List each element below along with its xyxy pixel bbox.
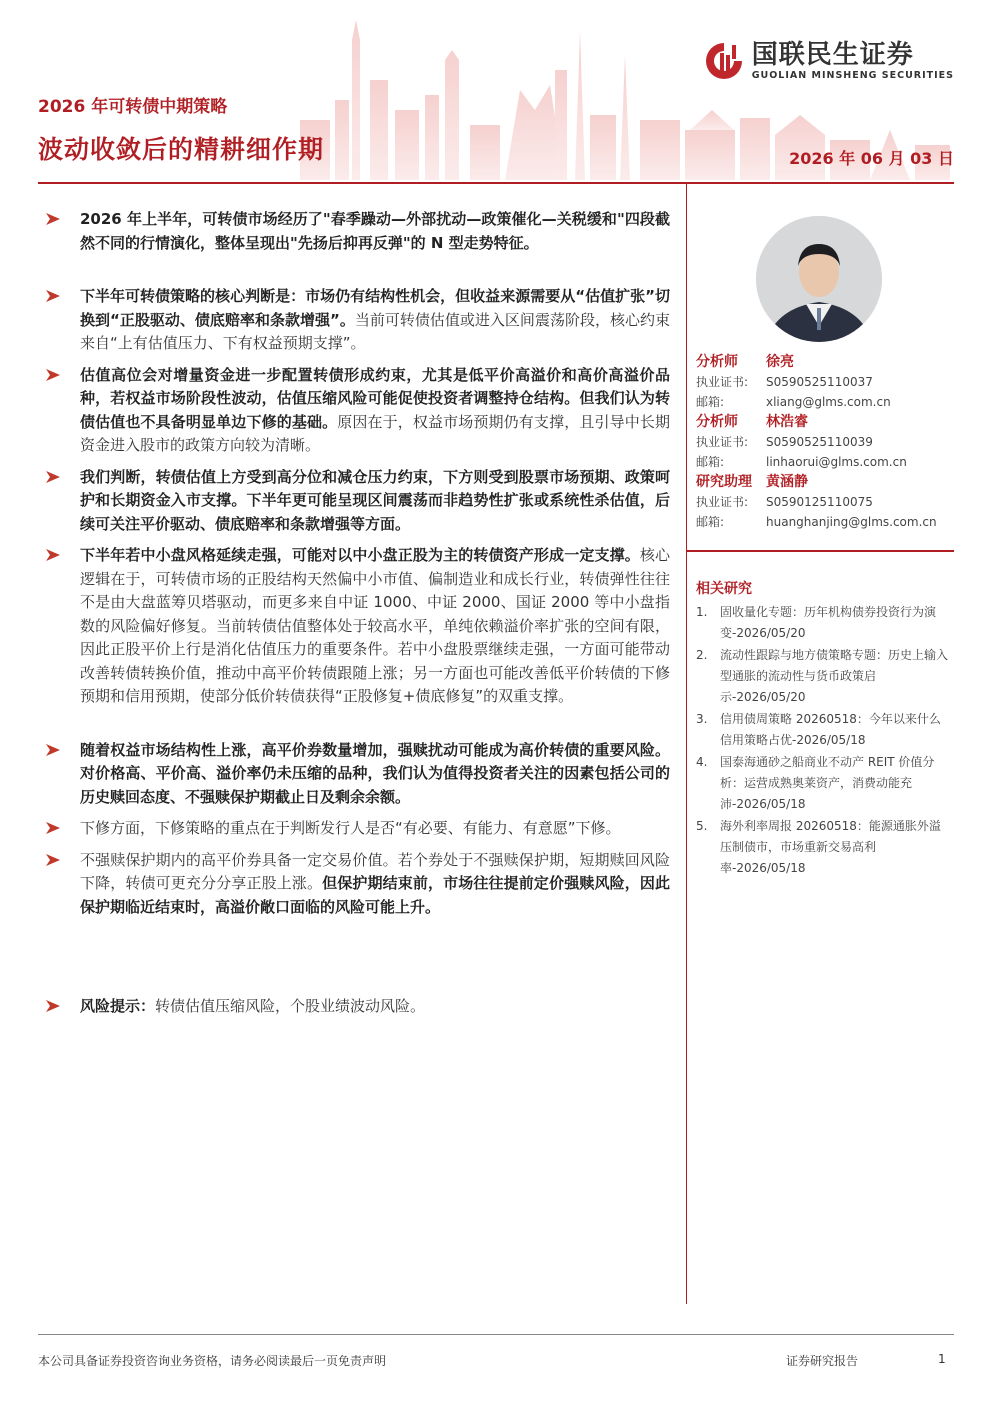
- analyst-field-label: 邮箱:: [696, 515, 725, 529]
- summary-paragraph: [44, 849, 670, 920]
- analyst-row: [696, 392, 952, 412]
- related-item-title: 流动性跟踪与地方债策略专题：历史上输入型通胀的流动性与货币政策启示-2026/05/20: [720, 648, 949, 704]
- arrow-bullet-icon: [46, 999, 60, 1013]
- text-segment: 估值高位会对增量资金进一步配置转债形成约束，尤其是低平价高溢价和高价高溢价品种，若权益市场阶段性波动，估值压缩风险可能促使投资者调整持仓结构。但我们认为转债估值也不具备明显单边下修的基础。: [80, 365, 670, 431]
- arrow-bullet-icon: [46, 548, 60, 562]
- summary-paragraph: [44, 285, 670, 356]
- analyst-field-value[interactable]: huanghanjing@glms.com.cn: [766, 515, 937, 529]
- arrow-bullet-icon: [46, 212, 60, 226]
- related-item[interactable]: [696, 709, 952, 751]
- text-segment: 核心逻辑在于，可转债市场的正股结构天然偏中小市值、偏制造业和成长行业，转债弹性往往不是由大盘蓝筹贝塔驱动，而更多来自中证 1000、中证 2000、国证 2000 等中小盘指数的风险偏好修复。当前转债估值整体处于较高水平，单纯依赖溢价率扩张的空间有限，因此正股平价上行是消化估值压力的重要条件。若中小盘股票继续走强，一方面可能带动改善转债转换价值，推动中高平价转债跟随上涨；另一方面也可能改善低平价转债的下修预期和信用预期，使部分低价转债获得“正股修复+债底修复”的双重支撑。: [80, 546, 670, 705]
- related-item-title: 国泰海通砂之船商业不动产 REIT 价值分析：运营成熟奥莱资产，消费动能充沛-2026/05/18: [720, 755, 935, 811]
- related-item[interactable]: [696, 816, 952, 879]
- report-date: 2026 年 06 月 03 日: [789, 149, 954, 168]
- arrow-bullet-icon: [46, 289, 60, 303]
- analyst-list: [696, 352, 952, 532]
- brand-name-cn: 国联民生证券: [751, 40, 914, 70]
- summary-paragraph: [44, 466, 670, 537]
- analyst-field-label: 分析师: [696, 414, 738, 430]
- related-item-title: 信用债周策略 20260518：今年以来什么信用策略占优-2026/05/18: [720, 712, 941, 747]
- report-title: 波动收敛后的精耕细作期: [38, 135, 325, 164]
- footer-divider: [38, 1334, 954, 1335]
- page-number: 1: [938, 1352, 946, 1366]
- related-item-title: 海外利率周报 20260518：能源通胀外溢压制债市，市场重新交易高利率-2026/05/18: [720, 819, 941, 875]
- footer-disclaimer: 本公司具备证券投资咨询业务资格，请务必阅读最后一页免责声明: [38, 1354, 387, 1368]
- text-segment: 我们判断，转债估值上方受到高分位和减仓压力约束，下方则受到股票市场预期、政策呵护和长期资金入市支撑。下半年更可能呈现区间震荡而非趋势性扩张或系统性杀估值，后续可关注平价驱动、债底赔率和条款增强等方面。: [80, 467, 670, 533]
- analyst-field-label: 邮箱:: [696, 455, 725, 469]
- analyst-row: [696, 452, 952, 472]
- brand-logo: [704, 40, 954, 81]
- related-list: [696, 602, 952, 880]
- related-item-number: 3.: [696, 712, 708, 726]
- summary-paragraph: [44, 544, 670, 709]
- related-item[interactable]: [696, 752, 952, 815]
- sidebar-divider: [686, 550, 954, 552]
- brand-name-en: GUOLIAN MINSHENG SECURITIES: [751, 70, 954, 81]
- text-segment: 不强赎保护期内的高平价券具备一定交易价值。若个券处于不强赎保护期，短期赎回风险下降，转债可更充分分享正股上涨。: [80, 850, 670, 892]
- analyst-field-label: 研究助理: [696, 474, 752, 490]
- analyst-row: [696, 352, 952, 372]
- related-item[interactable]: [696, 645, 952, 708]
- analyst-row: [696, 372, 952, 392]
- summary-paragraph: [44, 817, 670, 841]
- text-segment: 2026 年上半年，可转债市场经历了"春季躁动—外部扰动—政策催化—关税缓和"四段截然不同的行情演化，整体呈现出"先扬后抑再反弹"的 N 型走势特征。: [80, 210, 670, 252]
- text-segment: 转债估值压缩风险，个股业绩波动风险。: [155, 997, 426, 1015]
- analyst-field-label: 邮箱:: [696, 395, 725, 409]
- header-divider: [38, 182, 954, 184]
- analyst-field-value[interactable]: xliang@glms.com.cn: [766, 395, 891, 409]
- text-segment: 当前可转债估值或进入区间震荡阶段，核心约束来自“上有估值压力、下有权益预期支撑”。: [80, 310, 670, 352]
- related-title: 相关研究: [696, 581, 752, 597]
- logo-mark-icon: [704, 41, 744, 81]
- analyst-field-value: S0590525110037: [766, 375, 873, 389]
- arrow-bullet-icon: [46, 853, 60, 867]
- summary-paragraph: [44, 208, 670, 255]
- analyst-row: [696, 492, 952, 512]
- summary-paragraph: [44, 364, 670, 458]
- related-item-title: 固收量化专题：历年机构债券投资行为演变-2026/05/20: [720, 605, 937, 640]
- analyst-row: [696, 472, 952, 492]
- related-item-number: 4.: [696, 755, 708, 769]
- analyst-field-value[interactable]: linhaorui@glms.com.cn: [766, 455, 907, 469]
- analyst-field-value: 林浩睿: [766, 414, 808, 430]
- related-item[interactable]: [696, 602, 952, 644]
- arrow-bullet-icon: [46, 368, 60, 382]
- summary-paragraph: [44, 995, 670, 1019]
- analyst-row: [696, 512, 952, 532]
- analyst-field-value: 黄涵静: [766, 474, 808, 490]
- text-segment: 下修方面，下修策略的重点在于判断发行人是否“有必要、有能力、有意愿”下修。: [80, 819, 621, 837]
- analyst-field-value: 徐亮: [766, 354, 794, 370]
- arrow-bullet-icon: [46, 743, 60, 757]
- related-item-number: 1.: [696, 605, 708, 619]
- analyst-photo: [756, 216, 882, 342]
- report-series: 2026 年可转债中期策略: [38, 97, 228, 117]
- related-item-number: 5.: [696, 819, 708, 833]
- analyst-row: [696, 432, 952, 452]
- analyst-field-label: 执业证书:: [696, 435, 749, 449]
- text-segment: 但保护期结束前，市场往往提前定价强赎风险，因此保护期临近结束时，高溢价敞口面临的风险可能上升。: [80, 874, 670, 916]
- analyst-field-label: 执业证书:: [696, 375, 749, 389]
- related-item-number: 2.: [696, 648, 708, 662]
- column-divider: [686, 184, 687, 1304]
- text-segment: 随着权益市场结构性上涨，高平价券数量增加，强赎扰动可能成为高价转债的重要风险。对价格高、平价高、溢价率仍未压缩的品种，我们认为值得投资者关注的因素包括公司的历史赎回态度、不强赎保护期截止日及剩余余额。: [80, 740, 670, 806]
- analyst-field-value: S0590125110075: [766, 495, 873, 509]
- arrow-bullet-icon: [46, 821, 60, 835]
- analyst-field-label: 分析师: [696, 354, 738, 370]
- text-segment: 下半年可转债策略的核心判断是：市场仍有结构性机会，但收益来源需要从“估值扩张”切换到“正股驱动、债底赔率和条款增强”。: [80, 287, 670, 329]
- summary-body: [44, 208, 670, 1019]
- avatar-icon: [756, 216, 882, 342]
- text-segment: 下半年若中小盘风格延续走强，可能对以中小盘正股为主的转债资产形成一定支撑。: [80, 546, 640, 564]
- text-segment: 风险提示：: [80, 997, 156, 1015]
- arrow-bullet-icon: [46, 470, 60, 484]
- analyst-field-label: 执业证书:: [696, 495, 749, 509]
- text-segment: 原因在于，权益市场预期仍有支撑，且引导中长期资金进入股市的政策方向较为清晰。: [80, 412, 670, 454]
- summary-paragraph: [44, 739, 670, 810]
- analyst-field-value: S0590525110039: [766, 435, 873, 449]
- analyst-row: [696, 412, 952, 432]
- footer-doc-type: 证券研究报告: [786, 1354, 859, 1368]
